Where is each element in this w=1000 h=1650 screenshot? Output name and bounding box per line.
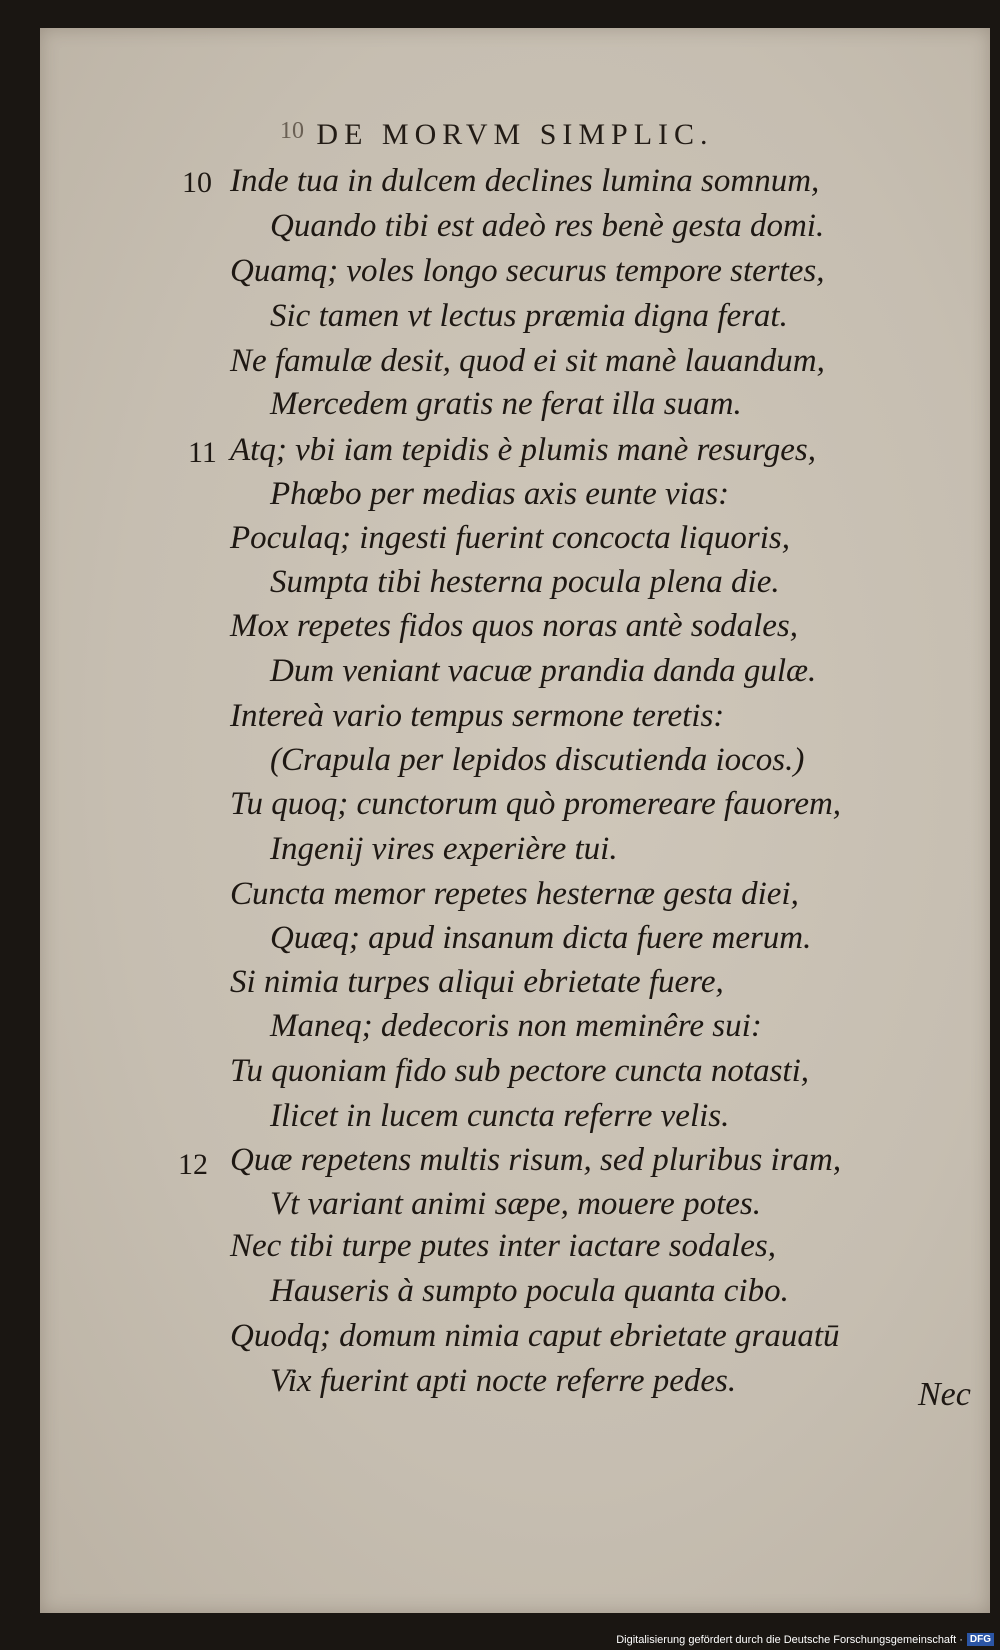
verse-line: Intereà vario tempus sermone teretis: — [230, 698, 725, 734]
verse-line: Nec tibi turpe putes inter iactare sodales, — [230, 1228, 776, 1264]
stanza-number: 12 — [178, 1148, 208, 1181]
running-title: DE MORVM SIMPLIC. — [316, 118, 714, 151]
verse-line: Sumpta tibi hesterna pocula plena die. — [270, 564, 780, 600]
verse-line: Poculaq; ingesti fuerint concocta liquoris, — [230, 520, 791, 556]
verse-line: Maneq; dedecoris non meminêre sui: — [270, 1008, 762, 1044]
stanza-number: 11 — [188, 436, 217, 469]
verse-line: Sic tamen vt lectus præmia digna ferat. — [270, 298, 788, 334]
verse-line: Mercedem gratis ne ferat illa suam. — [270, 386, 742, 422]
verse-line: Tu quoq; cunctorum quò promereare fauorem, — [230, 786, 842, 822]
book-page — [40, 28, 990, 1613]
stanza-number: 10 — [182, 166, 212, 199]
verse-line: Ilicet in lucem cuncta referre velis. — [270, 1098, 730, 1134]
verse-line: Si nimia turpes aliqui ebrietate fuere, — [230, 964, 724, 1000]
page-number: 10 — [280, 118, 304, 144]
verse-line: Ne famulæ desit, quod ei sit manè lauandum, — [230, 343, 825, 379]
verse-line: Hauseris à sumpto pocula quanta cibo. — [270, 1273, 789, 1309]
verse-line: Quæq; apud insanum dicta fuere merum. — [270, 920, 812, 956]
verse-line: (Crapula per lepidos discutienda iocos.) — [270, 742, 805, 778]
verse-line: Dum veniant vacuæ prandia danda gulæ. — [270, 653, 817, 689]
digitization-credit — [616, 1633, 994, 1646]
verse-line: Quodq; domum nimia caput ebrietate grauatū — [230, 1318, 840, 1354]
verse-line: Quando tibi est adeò res benè gesta domi. — [270, 208, 825, 244]
verse-line: Quamq; voles longo securus tempore stertes, — [230, 253, 825, 289]
dfg-logo: DFG — [967, 1633, 994, 1646]
catchword: Nec — [918, 1376, 971, 1413]
verse-line: Ingenij vires experière tui. — [270, 831, 618, 867]
verse-line: Tu quoniam fido sub pectore cuncta notasti, — [230, 1053, 809, 1089]
verse-line: Quæ repetens multis risum, sed pluribus iram, — [230, 1142, 842, 1178]
verse-line: Phœbo per medias axis eunte vias: — [270, 476, 730, 512]
verse-line: Vix fuerint apti nocte referre pedes. — [270, 1363, 737, 1399]
verse-line: Vt variant animi sæpe, mouere potes. — [270, 1186, 761, 1222]
verse-line: Mox repetes fidos quos noras antè sodales, — [230, 608, 798, 644]
credit-text: Digitalisierung gefördert durch die Deutsche Forschungsgemeinschaft · — [616, 1633, 963, 1646]
verse-line: Inde tua in dulcem declines lumina somnum, — [230, 163, 820, 199]
verse-line: Atq; vbi iam tepidis è plumis manè resurges, — [230, 432, 816, 468]
verse-line: Cuncta memor repetes hesternæ gesta diei, — [230, 876, 799, 912]
